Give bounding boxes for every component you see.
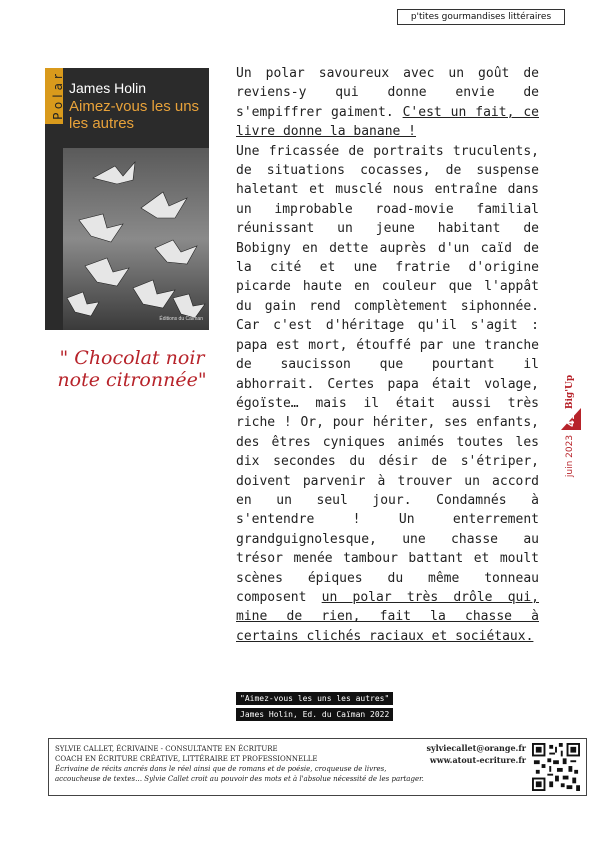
review-text bbox=[236, 64, 539, 646]
cover-author: James Holin bbox=[69, 80, 147, 96]
footer-website[interactable]: www.atout-ecriture.fr bbox=[429, 755, 526, 765]
review-p2-text: Une fricassée de portraits truculents, de situations cocasses, de suspense haletant et musclé nous entraîne dans un improbable road-movie familial réunissant un jeune habitant de Bobigny en dette auprès d'un caïd de la cité et une fratrie d'origine picarde haute en couleur que l'appât du gain rend complètement siphonnée. Car c'est d'héritage qu'il s'agit : papa est mort, étouffé par une tranche de saucisson que pourtant il abhorrait. Certes papa était volage, égoïste… mais il était aussi très riche ! Or, pour hériter, ses enfants, des êtres cyniques animés toutes les dix secondes du désir de s'étriper, doivent parvenir à trouver un accord en un seul jour. Condamnés à s'entendre ! Un enterrement grandguignolesque, une chasse au trésor menée tambour battant et moult scènes épiques du même tonneau composent bbox=[236, 143, 539, 605]
section-tag: p'tites gourmandises littéraires bbox=[397, 9, 565, 25]
seagulls-photo bbox=[63, 148, 209, 330]
review-p2-underlined: un polar très drôle qui, mine de rien, fait la chasse à certains clichés raciaux et sociétaux. bbox=[236, 589, 539, 644]
magazine-sidebar bbox=[556, 360, 595, 480]
quote-line-1: " Chocolat noir bbox=[59, 347, 205, 369]
book-reference-title: "Aimez-vous les uns les autres" bbox=[236, 692, 393, 705]
qr-code-icon bbox=[532, 743, 580, 791]
footer-line-3: Écrivaine de récits ancrés dans le réel ainsi que de romans et de poésie, croqueuse de livres, bbox=[55, 765, 387, 773]
book-cover bbox=[45, 68, 209, 330]
review-p1-underlined: C'est un fait, ce livre donne la banane ! bbox=[236, 104, 539, 140]
cover-title: Aimez-vous les uns les autres bbox=[69, 98, 200, 132]
review-paragraph-2 bbox=[236, 142, 539, 647]
footer-line-1: SYLVIE CALLET, ÉCRIVAINE - CONSULTANTE EN ÉCRITURE bbox=[55, 745, 278, 753]
tasting-note-quote bbox=[42, 347, 222, 391]
cover-editor: Éditions du Caïman bbox=[159, 316, 203, 322]
sidebar-date: juin 2023 bbox=[565, 434, 575, 478]
quote-line-2: note citronnée" bbox=[57, 369, 207, 391]
footer-line-2: COACH EN ÉCRITURE CRÉATIVE, LITTÉRAIRE ET PROFESSIONNELLE bbox=[55, 755, 318, 763]
sidebar-brand: Big'Up bbox=[565, 374, 575, 410]
sidebar-page: 41 bbox=[566, 413, 577, 427]
review-paragraph-1 bbox=[236, 64, 539, 142]
review-p1-text: Un polar savoureux avec un goût de reviens-y qui donne envie de s'empiffrer gaiment. bbox=[236, 66, 539, 120]
collection-stripe bbox=[45, 68, 63, 124]
collection-label: Polar bbox=[50, 70, 65, 120]
book-reference-details: James Holin, Ed. du Caïman 2022 bbox=[236, 708, 393, 721]
footer-email[interactable]: sylviecallet@orange.fr bbox=[426, 743, 526, 753]
footer-line-4: accoucheuse de textes… Sylvie Callet croit au pouvoir des mots et à l'absolue nécessité de les partager. bbox=[55, 775, 424, 783]
author-footer bbox=[48, 738, 587, 796]
